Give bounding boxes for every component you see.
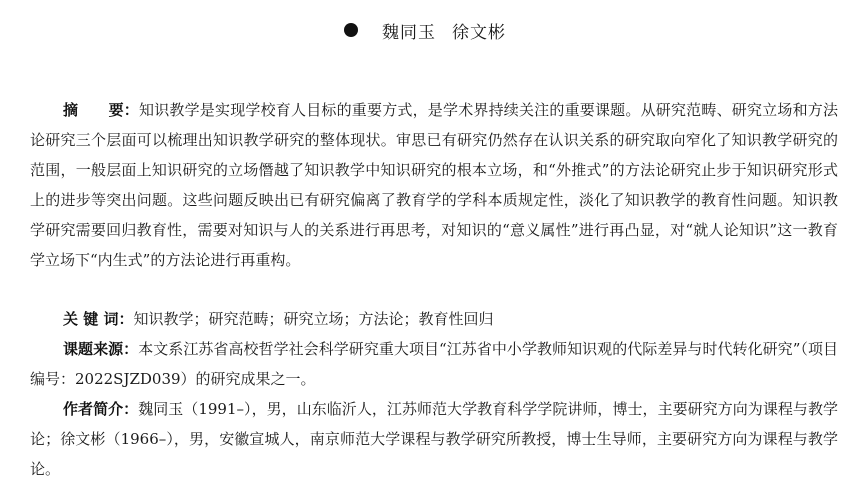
keywords-paragraph	[30, 304, 838, 334]
bullet-icon	[344, 23, 358, 37]
funding-text: 本文系江苏省高校哲学社会科学研究重大项目“江苏省中小学教师知识观的代际差异与时代转化研究”（项目编号：2022SJZD039）的研究成果之一。	[30, 340, 838, 388]
keywords-label: 关 键 词：	[63, 310, 134, 328]
author-name-1: 魏同玉	[382, 22, 436, 43]
funding-paragraph	[30, 334, 838, 394]
author-line	[344, 16, 522, 44]
abstract-paragraph	[30, 95, 838, 275]
abstract-text: 知识教学是实现学校育人目标的重要方式，是学术界持续关注的重要课题。从研究范畴、研究立场和方法论研究三个层面可以梳理出知识教学研究的整体现状。审思已有研究仍然存在认识关系的研究取向窄化了知识教学研究的范围，一般层面上知识研究的立场僭越了知识教学中知识研究的根本立场，和“外推式”的方法论研究止步于知识研究形式上的进步等突出问题。这些问题反映出已有研究偏离了教育学的学科本质规定性，淡化了知识教学的教育性问题。知识教学研究需要回归教育性，需要对知识与人的关系进行再思考，对知识的“意义属性”进行再凸显，对“就人论知识”这一教育学立场下“内生式”的方法论进行再重构。	[30, 101, 838, 269]
author-bio-paragraph	[30, 394, 838, 484]
funding-label: 课题来源：	[63, 340, 139, 358]
author-bio-text: 魏同玉（1991–），男，山东临沂人，江苏师范大学教育科学学院讲师，博士，主要研究方向为课程与教学论；徐文彬（1966–），男，安徽宣城人，南京师范大学课程与教学研究所教授，博士生导师，主要研究方向为课程与教学论。	[30, 400, 838, 478]
abstract-section	[30, 95, 838, 275]
keywords-text: 知识教学；研究范畴；研究立场；方法论；教育性回归	[133, 310, 494, 328]
metadata-section	[30, 304, 838, 484]
abstract-label: 摘 要：	[63, 101, 139, 119]
author-bio-label: 作者简介：	[63, 400, 139, 418]
author-name-2: 徐文彬	[452, 22, 506, 43]
